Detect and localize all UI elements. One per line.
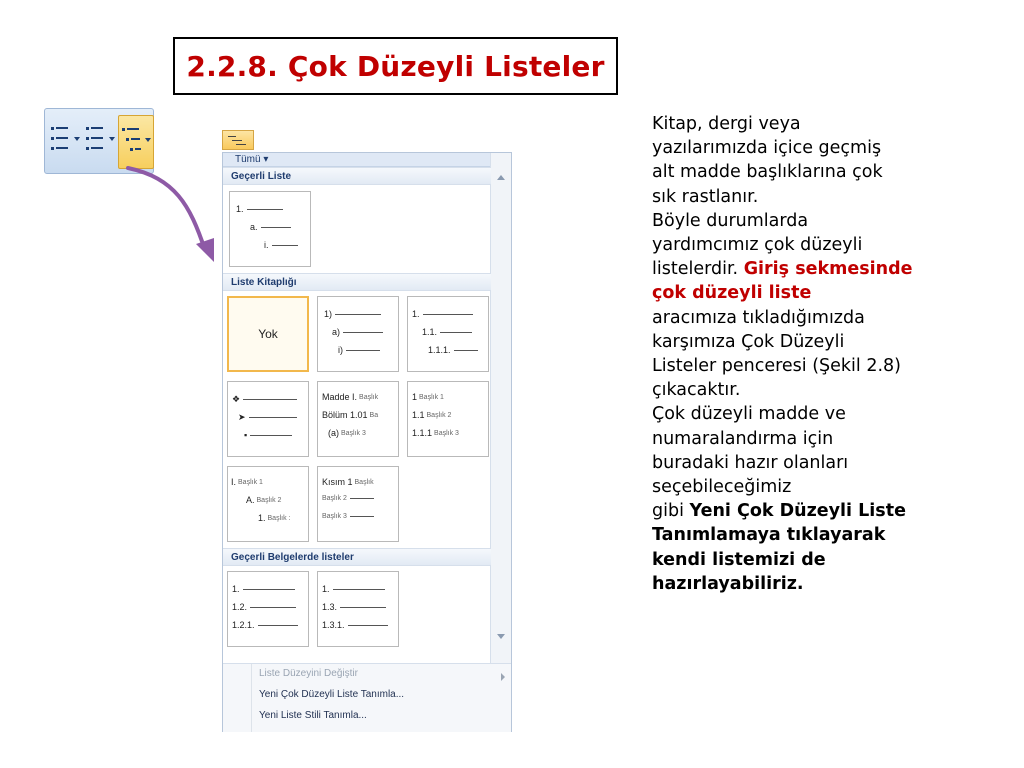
bold-text: hazırlayabiliriz.	[652, 573, 804, 594]
list-option-madde[interactable]: Madde I. Başlık Bölüm 1.01 Ba (a) Başlık 3	[317, 381, 399, 457]
text-line: Çok düzeyli madde ve	[652, 404, 846, 425]
menu-define-new-multilevel[interactable]: Yeni Çok Düzeyli Liste Tanımla...	[259, 689, 405, 700]
text-line: listelerdir. Giriş sekmesinde	[652, 259, 913, 280]
text-line: karşımıza Çok Düzeyli	[652, 331, 845, 352]
text-line: numaralandırma için	[652, 428, 834, 449]
list-option-roman[interactable]: I. Başlık 1 A. Başlık 2 1. Başlık :	[227, 466, 309, 542]
text-line: çıkacaktır.	[652, 380, 741, 401]
none-label: Yok	[258, 327, 278, 341]
multilevel-list-trigger-icon[interactable]	[222, 130, 254, 150]
gallery-panel	[222, 152, 512, 732]
list-option-bullets[interactable]: ❖ ➤ ▪	[227, 381, 309, 457]
scrollbar[interactable]	[490, 153, 511, 663]
submenu-arrow-icon	[501, 673, 505, 681]
text-line: seçebileceğimiz	[652, 477, 792, 498]
highlight-text: çok düzeyli liste	[652, 283, 812, 304]
text-line: alt madde başlıklarına çok	[652, 162, 883, 183]
filter-label: Tümü	[235, 154, 261, 165]
scroll-up-icon[interactable]	[497, 175, 505, 180]
text-line: Kitap, dergi veya	[652, 114, 801, 134]
list-option-paren[interactable]: 1) a) i)	[317, 296, 399, 372]
list-option-doc-1[interactable]: 1. 1.2. 1.2.1.	[227, 571, 309, 647]
filter-dropdown[interactable]: Tümü ▾	[223, 153, 491, 167]
text-line: yardımcımız çok düzeyli	[652, 235, 863, 256]
bold-text: Tanımlamaya tıklayarak	[652, 525, 886, 546]
text-line: Listeler penceresi (Şekil 2.8)	[652, 356, 901, 377]
section-list-library: Liste Kitaplığı	[223, 273, 491, 291]
text-line: Böyle durumlarda	[652, 210, 809, 231]
list-option-none[interactable]	[227, 296, 309, 372]
menu-change-level[interactable]: Liste Düzeyini Değiştir	[259, 668, 358, 679]
highlight-text: Giriş sekmesinde	[743, 259, 913, 280]
slide-title: 2.2.8. Çok Düzeyli Listeler	[186, 49, 605, 83]
text-line: gibi Yeni Çok Düzeyli Liste	[652, 501, 906, 522]
list-option-kisim[interactable]: Kısım 1 Başlık Başlık 2 Başlık 3	[317, 466, 399, 542]
text-line: yazılarımızda içice geçmiş	[652, 138, 882, 159]
bold-text: kendi listemizi de	[652, 549, 826, 570]
list-option-current[interactable]: 1. a. i.	[229, 191, 311, 267]
text-line: buradaki hazır olanları	[652, 452, 849, 473]
multilevel-list-gallery	[222, 130, 514, 732]
change-level-icon	[223, 664, 252, 732]
list-option-heading-numbers[interactable]: 1 Başlık 1 1.1 Başlık 2 1.1.1 Başlık 3	[407, 381, 489, 457]
bold-text: Yeni Çok Düzeyli Liste	[689, 501, 906, 522]
scroll-down-icon[interactable]	[497, 634, 505, 639]
text-line: sık rastlanır.	[652, 186, 759, 207]
menu-define-new-style[interactable]: Yeni Liste Stili Tanımla...	[259, 710, 367, 721]
list-option-decimal[interactable]: 1. 1.1. 1.1.1.	[407, 296, 489, 372]
section-current-list: Geçerli Liste	[223, 167, 491, 185]
description-text	[652, 112, 952, 596]
text-line: aracımıza tıkladığımızda	[652, 307, 865, 328]
gallery-menu	[223, 663, 511, 732]
section-document-lists: Geçerli Belgelerde listeler	[223, 548, 491, 566]
list-option-doc-2[interactable]: 1. 1.3. 1.3.1.	[317, 571, 399, 647]
